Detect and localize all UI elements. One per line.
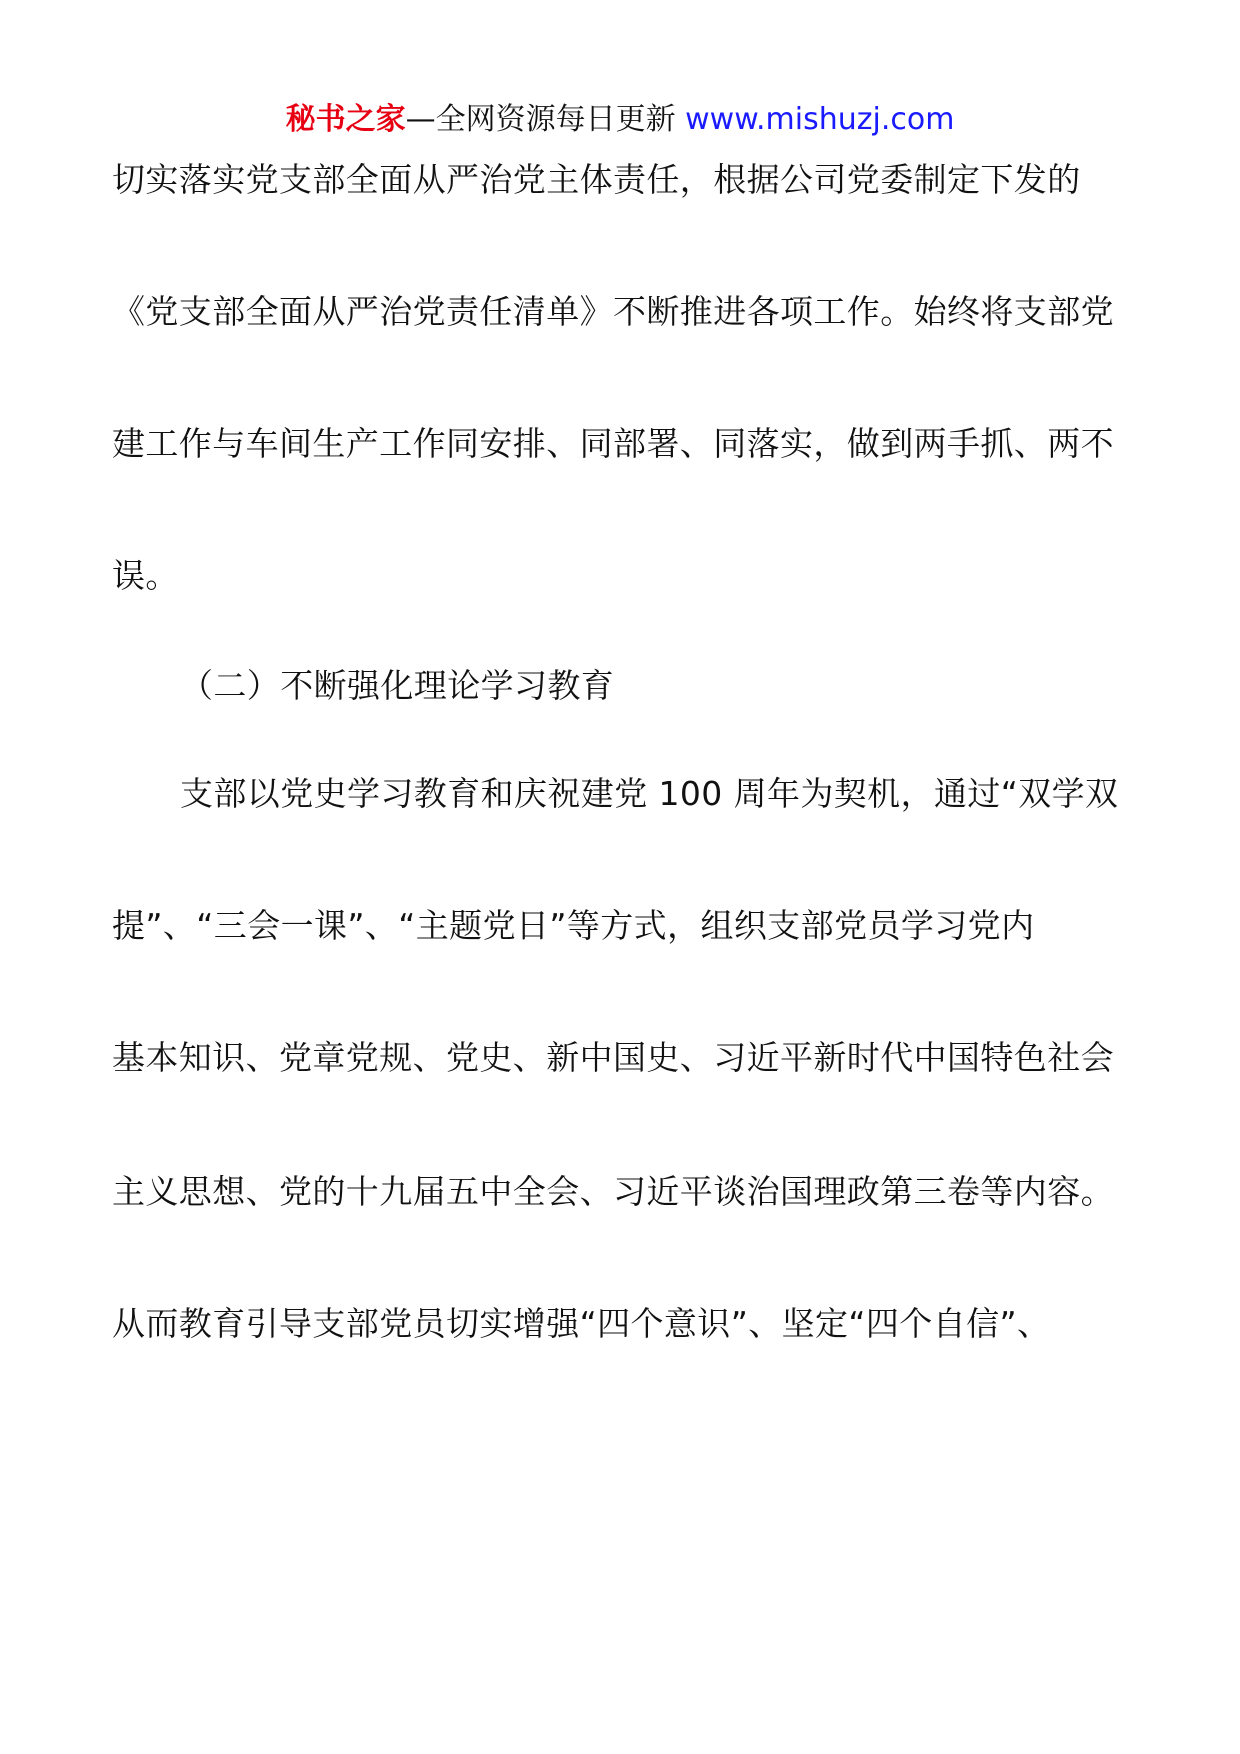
paragraph-line: 基本知识、党章党规、党史、新中国史、习近平新时代中国特色社会 [112, 1038, 1114, 1077]
paragraph-line: 建工作与车间生产工作同安排、同部署、同落实，做到两手抓、两不 [112, 424, 1114, 463]
paragraph-line: 从而教育引导支部党员切实增强“四个意识”、坚定“四个自信”、 [112, 1304, 1051, 1343]
paragraph-line: 切实落实党支部全面从严治党主体责任，根据公司党委制定下发的 [112, 160, 1081, 199]
paragraph-line: 提”、“三会一课”、“主题党日”等方式，组织支部党员学习党内 [112, 906, 1035, 945]
section-heading: （二）不断强化理论学习教育 [180, 666, 615, 705]
document-header [0, 100, 1240, 140]
paragraph-line: 误。 [112, 556, 179, 595]
paragraph-line: 主义思想、党的十九届五中全会、习近平谈治国理政第三卷等内容。 [112, 1172, 1114, 1211]
header-slogan: —全网资源每日更新 [405, 102, 676, 137]
paragraph-line: 支部以党史学习教育和庆祝建党 100 周年为契机，通过“双学双 [180, 774, 1119, 813]
site-url[interactable]: www.mishuzj.com [685, 102, 955, 137]
brand-name: 秘书之家 [285, 102, 406, 137]
paragraph-line: 《党支部全面从严治党责任清单》不断推进各项工作。始终将支部党 [112, 292, 1114, 331]
